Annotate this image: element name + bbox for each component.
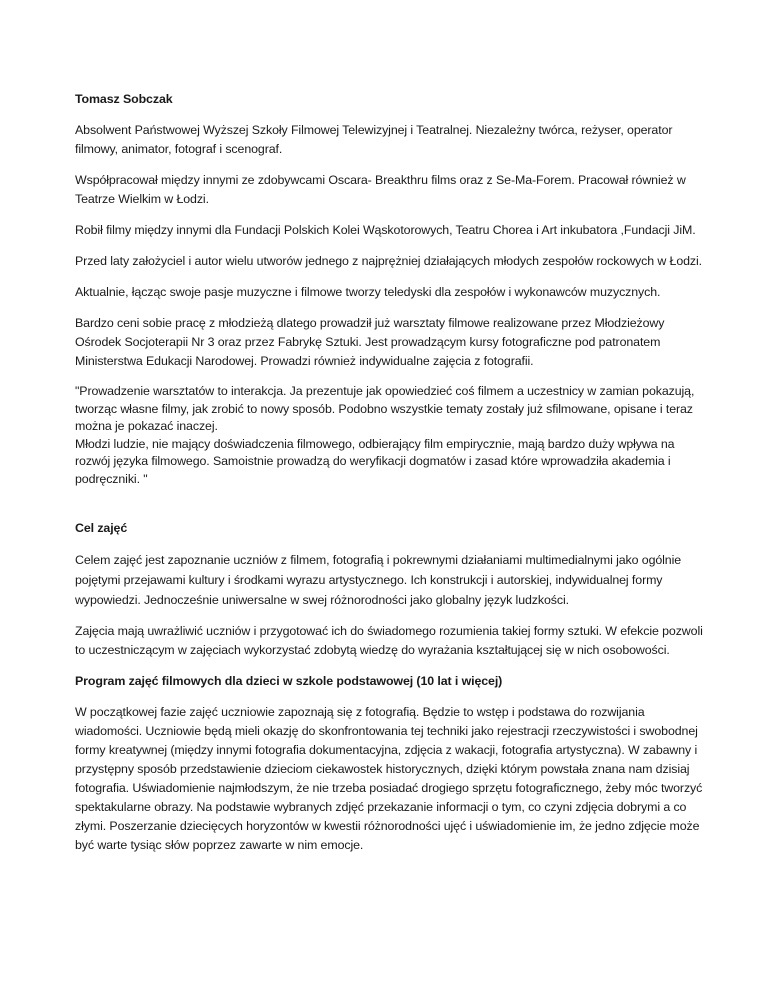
bio-paragraph-education: Absolwent Państwowej Wyższej Szkoły Filmowej Telewizyjnej i Teatralnej. Niezależny twórca, reżyser, operator filmowy, animator, fotograf i scenograf.	[75, 123, 673, 156]
goal-paragraph-1: Celem zajęć jest zapoznanie uczniów z filmem, fotografią i pokrewnymi działaniami multimedialnymi jako ogólnie pojętymi przejawami kultury i środkami wyrazu artystycznego. Ich konstrukcji i autorskiej, indywidualnej formy wypowiedzi. Jednocześnie uniwersalne w swej różnorodności jako globalny język ludzkości.	[75, 553, 682, 607]
bio-paragraph-films: Robił filmy między innymi dla Fundacji Polskich Kolei Wąskotorowych, Teatru Chorea i Art inkubatora ,Fundacji JiM.	[75, 223, 696, 237]
program-paragraph: W początkowej fazie zajęć uczniowie zapoznają się z fotografią. Będzie to wstęp i podstawa do rozwijania wiadomości. Uczniowie będą mieli okazję do skonfrontowania tej techniki jako rejestracji rzeczywistości i swobodnej formy kreatywnej (między innymi fotografia dokumentacyjna, zdjęcia z wakacji, fotografia artystyczna). W zabawny i przystępny sposób przedstawienie dzieciom ciekawostek historycznych, dzięki którym powstała znana nam dzisiaj fotografia. Uświadomienie najmłodszym, że nie trzeba posiadać drogiego sprzętu fotograficznego, żeby móc tworzyć spektakularne obrazy. Na podstawie wybranych zdjęć przekazanie informacji o tym, co czyni zdjęcia dobrymi a co złymi. Poszerzanie dziecięcych horyzontów w kwestii różnorodności ujęć i uświadomienie im, że jedno zdjęcie może być warte tysiąc słów poprzez zawarte w nim emocje.	[75, 705, 703, 852]
program-heading: Program zajęć filmowych dla dzieci w szkole podstawowej (10 lat i więcej)	[75, 674, 503, 688]
bio-paragraph-workshops: Bardzo ceni sobie pracę z młodzieżą dlatego prowadził już warsztaty filmowe realizowane przez Młodzieżowy Ośrodek Socjoterapii Nr 3 oraz przez Fabrykę Sztuki. Jest prowadzącym kursy fotograficzne pod patronatem Ministerstwa Edukacji Narodowej. Prowadzi również indywidualne zajęcia z fotografii.	[75, 316, 665, 368]
document-page	[75, 90, 705, 867]
author-quote: "Prowadzenie warsztatów to interakcja. Ja prezentuje jak opowiedzieć coś filmem a uczestnicy w zamian pokazują, tworząc własne filmy, jak zrobić to nowy sposób. Podobno wszystkie tematy zostały już sfilmowane, opisane i teraz można je pokazać inaczej. Młodzi ludzie, nie mający doświadczenia filmowego, odbierający film empirycznie, mają bardzo duży wpływa na rozwój języka filmowego. Samoistnie prowadzą do weryfikacji dogmatów i zasad które wprowadziła akademia i podręczniki. "	[75, 384, 695, 486]
bio-paragraph-band: Przed laty założyciel i autor wielu utworów jednego z najprężniej działających młodych zespołów rockowych w Łodzi.	[75, 254, 703, 268]
goal-paragraph-2: Zajęcia mają uwrażliwić uczniów i przygotować ich do świadomego rozumienia takiej formy sztuki. W efekcie pozwoli to uczestniczącym w zajęciach wykorzystać zdobytą wiedzę do wyrażania kształtującej się w nich osobowości.	[75, 624, 703, 657]
goal-heading: Cel zajęć	[75, 521, 128, 535]
section-spacer	[75, 500, 705, 519]
author-name: Tomasz Sobczak	[75, 92, 173, 106]
bio-paragraph-collaboration: Współpracował między innymi ze zdobywcami Oscara- Breakthru films oraz z Se-Ma-Forem. Pracował również w Teatrze Wielkim w Łodzi.	[75, 173, 686, 206]
bio-paragraph-music-videos: Aktualnie, łącząc swoje pasje muzyczne i filmowe tworzy teledyski dla zespołów i wykonawców muzycznych.	[75, 285, 661, 299]
